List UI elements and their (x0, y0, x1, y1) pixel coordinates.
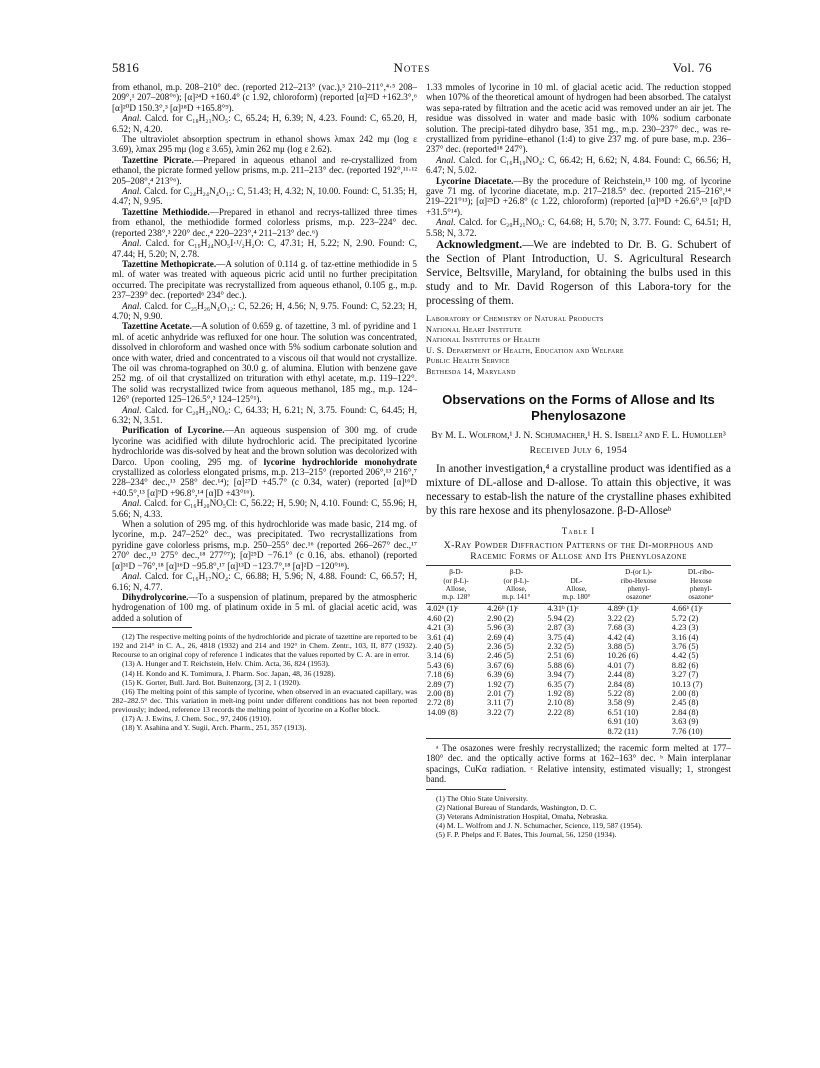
table-row (426, 604, 731, 614)
footnote: (15) K. Gorter, Bull. Jard. Bot. Buitenzorg, [3] 2, 1 (1920). (122, 677, 301, 687)
footnote: (4) M. L. Wolfrom and J. N. Schumacher, Science, 119, 587 (1954). (436, 820, 643, 830)
table-cell: 2.84 (8) (607, 679, 635, 689)
acknowledgment (426, 238, 731, 308)
table-cell: 4.23 (3) (671, 623, 699, 633)
anal-label: Anal. (122, 113, 142, 124)
anal-label: Anal. (122, 404, 142, 415)
table-row (426, 717, 731, 726)
table-cell: 2.00 (8) (427, 688, 454, 698)
table-cell: 6.91 (10) (607, 717, 639, 727)
column-header-text: DL- Allose, m.p. 180° (562, 576, 591, 602)
column-header-text: DL-ribo- Hexose phenyl- osazoneᵃ (687, 568, 714, 602)
table-cell: 2.46 (5) (487, 651, 514, 661)
table-row (426, 727, 731, 739)
paragraph: The ultraviolet absorption spectrum in ethanol shows λmax 242 mμ (log ε 3.69), λmax 295 mμ (log ε 3.65), λmin 262 mμ (log ε 2.62). (112, 134, 417, 155)
table-cell: 8.72 (11) (607, 727, 671, 739)
table-cell (426, 727, 486, 739)
compound-name: lycorine hydrochloride monohydrate (263, 456, 417, 467)
table-notes (426, 743, 731, 785)
table-cell: 1.92 (8) (547, 688, 574, 698)
table-cell: 5.88 (6) (547, 660, 574, 670)
column-header (607, 566, 671, 604)
table-row (426, 708, 731, 717)
table-cell: 2.45 (8) (671, 698, 699, 708)
paragraph: from ethanol, m.p. 208–210° dec. (reported 212–213° (vac.),³ 210–211°,⁴·⁵ 208–209°,¹ 207–208°⁶); [α]²⁴D +160.4° (c 1.92, chloroform) (reported [α]²²D +162.3°,⁶ [α]²⁰D 150.3°,³ [α]¹⁸D +165.8°⁹). (112, 82, 417, 113)
footnote-divider (112, 627, 192, 628)
author-line: By M. L. Wolfrom,¹ J. N. Schumacher,¹ H. S. Isbell² and F. L. Humoller³ (431, 429, 726, 441)
table-row (426, 698, 731, 707)
column-header-text: β-D- (or β-L)- Allose, m.p. 141° (502, 568, 531, 602)
table-cell: 2.32 (5) (547, 641, 574, 651)
table-cell: 2.84 (8) (671, 707, 699, 717)
table-note: ᵃ The osazones were freshly recrystallized; the racemic form melted at 177–180° dec. and the optically active forms at 162–163° dec. ᵇ Main interplanar spacings, CuKα radiation. ᶜ Relative intensity, estimated visually; 1, strongest band. (426, 742, 731, 785)
footnote: (18) Y. Asahina and Y. Sugii, Arch. Pharm., 251, 357 (1913). (122, 723, 307, 733)
column-header (546, 566, 606, 604)
acknowledgment-heading: Acknowledgment. (436, 239, 523, 252)
run-in-heading: Tazettine Acetate. (122, 321, 192, 332)
table-cell: 4.21 (3) (427, 623, 454, 633)
affiliation-line: Public Health Service (426, 356, 510, 366)
table-cell: 2.90 (2) (487, 613, 514, 623)
analysis-paragraph (112, 405, 417, 426)
analysis-paragraph (426, 217, 731, 238)
anal-label: Anal. (122, 300, 142, 311)
footnote: (16) The melting point of this sample of lycorine, when observed in an evacuated capillary, was 282–282.5° dec. This variation in melt-ing point under different conditions has not been reported previously; indeed, reference 13 records the melting point of lycorine on a Kofler block. (112, 686, 417, 714)
table-label: Table I (561, 526, 596, 537)
table-cell: 4.42 (5) (671, 651, 699, 661)
table-cell: 3.75 (4) (547, 632, 574, 642)
intro-text (426, 462, 731, 518)
table-cell: 2.44 (8) (607, 670, 635, 680)
table-row (426, 623, 731, 632)
anal-label: Anal. (436, 154, 456, 165)
analysis-text: Calcd. for C₂₄H₂₄N₄O₁₂: C, 51.43; H, 4.32; N, 10.00. Found: C, 51.35; H, 4.47; N, 9.95. (112, 186, 417, 207)
table-cell: 4.26ᵇ (1)ᶜ (487, 604, 519, 614)
table-cell: 5.96 (3) (487, 623, 514, 633)
table-cell: 3.27 (7) (671, 670, 699, 680)
table-cell: 2.40 (5) (427, 641, 454, 651)
run-in-heading: Tazettine Picrate. (122, 154, 194, 165)
table-cell: 4.60 (2) (427, 613, 454, 623)
table-row (426, 689, 731, 698)
footnote-divider (426, 789, 506, 790)
section-paragraph (112, 592, 417, 623)
footnote: (1) The Ohio State University. (436, 793, 528, 803)
right-column (426, 82, 731, 1042)
column-header (426, 566, 486, 604)
table-cell: 2.01 (7) (487, 688, 514, 698)
table-cell: 2.10 (8) (547, 698, 574, 708)
table-cell: 3.94 (7) (547, 670, 574, 680)
analysis-paragraph (426, 155, 731, 176)
table-cell: 7.68 (3) (607, 623, 635, 633)
column-header (486, 566, 546, 604)
analysis-text: Calcd. for C₁₆H₂₀NO₅Cl: C, 56.22; H, 5.90; N, 4.10. Found: C, 55.96; H, 5.66; N, 4.33. (112, 498, 417, 519)
table-cell: 3.58 (9) (607, 698, 635, 708)
table-row (426, 661, 731, 670)
table-cell: 3.22 (7) (487, 707, 514, 717)
table-cell: 4.02ᵇ (1)ᶜ (427, 604, 459, 614)
table-cell: 4.89ᵇ (1)ᶜ (607, 604, 639, 614)
table-header-row (426, 566, 731, 604)
paragraph-text: —An aqueous suspension of 300 mg. of crude lycorine was acidified with dilute hydrochloric acid. The precipitated lycorine hydrochloride was dis-solved by heat and the brown solution was decolorized with Darco. Upon cooling, 295 mg. of (112, 425, 417, 467)
footnote: (14) H. Kondo and K. Tomimura, J. Pharm. Soc. Japan, 48, 36 (1928). (122, 668, 336, 678)
footnote: (3) Veterans Administration Hospital, Omaha, Nebraska. (436, 811, 608, 821)
volume-label: Vol. 76 (672, 60, 712, 75)
table-cell: 3.63 (9) (671, 717, 699, 727)
footnote: (5) F. P. Phelps and F. Bates, This Journal, 56, 1250 (1934). (436, 829, 617, 839)
analysis-text: Calcd. for C₁₉H₂₄NO₅I·¹/₂H₂O: C, 47.31; H, 5.22; N, 2.90. Found: C, 47.44; H, 5.20; N, 2.78. (112, 238, 417, 259)
footnote: (2) National Bureau of Standards, Washington, D. C. (436, 802, 597, 812)
paragraph-text: —A solution of 0.114 g. of taz-ettine methiodide in 5 ml. of water was treated with aqueous picric acid until no further precipitation occurred. The precipitate was recrystallized from aqueous ethanol, 0.105 g., m.p. 237–239° dec. (reported⁶ 234° dec.). (112, 258, 417, 301)
affiliation-line: National Heart Institute (426, 324, 522, 334)
analysis-text: Calcd. for C₁₆H₁₇NO₄: C, 66.88; H, 5.96; N, 4.88. Found: C, 66.57; H, 6.16; N, 4.77. (112, 571, 417, 592)
table-cell (426, 717, 486, 726)
anal-label: Anal. (436, 217, 456, 228)
table-cell: 6.35 (7) (547, 679, 574, 689)
table-cell: 7.76 (10) (671, 727, 731, 739)
table-cell: 2.87 (3) (547, 623, 574, 633)
paragraph-text: —Prepared in aqueous ethanol and re-crystallized from ethanol, the picrate formed yellow prisms, m.p. 211–213° dec. (reported 192°,¹¹·¹² 205–208°,⁴ 213°⁶). (112, 154, 417, 186)
table-cell: 5.43 (6) (427, 660, 454, 670)
paragraph-text: —To a suspension of platinum, prepared by the atmospheric hydrogenation of 100 mg. of platinum oxide in 5 ml. of glacial acetic acid, was added a solution of (112, 591, 417, 623)
table-row (426, 670, 731, 679)
paragraph-text: —Prepared in ethanol and recrys-tallized three times from ethanol, the methiodide formed colorless prisms, m.p. 223–224° dec. (reported 238°,³ 220° dec.,⁴ 220–223°,⁴ 211–213° dec.⁶) (112, 206, 417, 238)
section-paragraph (112, 425, 417, 498)
section-paragraph (112, 259, 417, 301)
run-in-heading: Dihydrolycorine. (122, 591, 189, 602)
analysis-text: Calcd. for C₂₀H₂₁NO₆: C, 64.68; H, 5.70; N, 3.77. Found: C, 64.51; H, 5.58; N, 3.72. (426, 217, 731, 238)
left-column (112, 82, 417, 1042)
affiliation-line: National Institutes of Health (426, 335, 541, 345)
analysis-text: Calcd. for C₂₅H₂₆N₄O₁₂: C, 52.26; H, 4.56; N, 9.75. Found: C, 52.23; H, 4.70; N, 9.90. (112, 300, 417, 321)
anal-label: Anal. (122, 238, 142, 249)
intro-paragraph: In another investigation,⁴ a crystalline product was identified as a mixture of DL-allose and D-allose. To attain this objective, it was necessary to estab-lish the nature of the crystalline phases exhibited by this rare hexose and its phenylosazone. β-D-Alloseᵇ (426, 463, 731, 518)
table-cell: 10.26 (6) (607, 651, 639, 661)
acknowledgment-text: —We are indebted to Dr. B. G. Schubert of the Section of Plant Introduction, U. S. Agricultural Research Service, Beltsville, Maryland, for obtaining the bulbs used in this study and to Mr. David Rogerson of this Labora-tory for the processing of them. (426, 239, 731, 308)
table-cell (486, 717, 546, 726)
table-row (426, 651, 731, 660)
anal-label: Anal. (122, 498, 142, 509)
received-date: Received July 6, 1954 (529, 444, 628, 456)
affiliation-block (426, 314, 731, 378)
table-cell (546, 727, 606, 739)
paragraph-text: crystallized as colorless elongated prisms, m.p. 213–215° (reported 206°,¹³ 216°,⁷ 228–234° dec.,¹³ 258° dec.¹⁴); [α]²⁷D +45.7° (c 0.34, water) (reported [α]¹⁶D +40.5°,¹³ [α]⁹D +96.8°,¹⁴ [α]D +43°¹⁶). (112, 467, 417, 498)
table-cell: 5.94 (2) (547, 613, 574, 623)
table-cell: 3.67 (6) (487, 660, 514, 670)
section-title: Notes (393, 60, 431, 75)
table-cell: 3.22 (2) (607, 613, 635, 623)
table-row (426, 642, 731, 651)
paragraph-text: —By the procedure of Reichstein,¹³ 100 mg. of lycorine gave 71 mg. of lycorine diacetate, m.p. 217–218.5° dec. (reported 215–216°,¹⁴ 219–221°¹³); [α]²⁵D +26.8° (c 1.22, chloroform) (reported [α]¹⁸D +26.6°,¹³ [α]⁹D +31.5°¹⁴). (426, 175, 731, 217)
table-row (426, 614, 731, 623)
table-cell: 2.22 (8) (547, 707, 574, 717)
table-cell: 3.61 (4) (427, 632, 454, 642)
table-cell: 6.51 (10) (607, 707, 639, 717)
table-cell: 10.13 (7) (671, 679, 703, 689)
table-cell: 6.39 (6) (487, 670, 514, 680)
section-paragraph (112, 155, 417, 186)
analysis-paragraph (112, 498, 417, 519)
table-cell: 8.82 (6) (671, 660, 699, 670)
affiliation-line: Bethesda 14, Maryland (426, 367, 516, 377)
analysis-paragraph (112, 113, 417, 134)
table-cell: 2.00 (8) (671, 688, 699, 698)
table-row (426, 633, 731, 642)
table-cell: 2.89 (7) (427, 679, 454, 689)
xray-table (426, 565, 731, 739)
paragraph-text: —A solution of 0.659 g. of tazettine, 3 ml. of pyridine and 1 ml. of acetic anhydride was refluxed for one hour. The solution was concentrated, dissolved in chloroform and washed once with 5% sodium carbonate solution and once with water, dried and concentrated to a viscous oil that would not crystallize. The oil was chroma-tographed on 30.0 g. of alumina. Elution with benzene gave 252 mg. of oil that crystallized on trituration with ethyl acetate, m.p. 119–122°. The solid was recrystallized twice from aqueous methanol, 185 mg., m.p. 124–126° (reported 125–126.5°,³ 124–125°¹). (112, 321, 417, 405)
table-cell: 2.36 (5) (487, 641, 514, 651)
table-cell (546, 717, 606, 726)
table-cell: 7.18 (6) (427, 670, 454, 680)
running-header (112, 60, 712, 78)
analysis-text: Calcd. for C₂₀H₂₃NO₆: C, 64.33; H, 6.21; N, 3.75. Found: C, 64.45; H, 6.32; N, 3.51. (112, 404, 417, 425)
column-header (671, 566, 731, 604)
table-cell: 2.51 (6) (547, 651, 574, 661)
table-cell: 3.76 (5) (671, 641, 699, 651)
page-number: 5816 (112, 60, 140, 75)
table-cell: 4.31ᵇ (1)ᶜ (547, 604, 579, 614)
table-cell (486, 727, 546, 739)
analysis-paragraph (112, 186, 417, 207)
footnote: (12) The respective melting points of the hydrochloride and picrate of tazettine are reported to be 192 and 214° in C. A., 26, 4818 (1932) and 214 and 192° in Chem. Zentr., 103, II, 877 (1932). Recourse to an original copy of reference 1 indicates that the values reported by C. A. are in error. (112, 632, 417, 660)
run-in-heading: Tazettine Methopicrate. (122, 258, 217, 269)
analysis-paragraph (112, 301, 417, 322)
table-cell: 5.72 (2) (671, 613, 699, 623)
table-cell: 3.11 (7) (487, 698, 514, 708)
table-cell: 5.22 (8) (607, 688, 635, 698)
run-in-heading: Tazettine Methiodide. (122, 206, 210, 217)
section-paragraph (426, 176, 731, 218)
footnote: (13) A. Hunger and T. Reichstein, Helv. Chim. Acta, 36, 824 (1953). (122, 659, 330, 669)
section-paragraph (112, 207, 417, 238)
table-cell: 4.01 (7) (607, 660, 635, 670)
table-cell: 4.66ᵇ (1)ᶜ (671, 604, 704, 614)
section-paragraph (112, 321, 417, 404)
table-row (426, 680, 731, 689)
analysis-text: Calcd. for C₁₈H₂₁NO₅: C, 65.24; H, 6.39; N, 4.23. Found: C, 65.20, H, 6.52; N, 4.20. (112, 113, 417, 134)
affiliation-line: Laboratory of Chemistry of Natural Products (426, 314, 604, 324)
footnote: (17) A. J. Ewins, J. Chem. Soc., 97, 2406 (1910). (122, 713, 272, 723)
analysis-text: Calcd. for C₁₆H₁₉NO₄: C, 66.42; H, 6.62; N, 4.84. Found: C, 66.56; H, 6.47; N, 5.02. (426, 154, 731, 176)
anal-label: Anal. (122, 186, 142, 197)
column-header-text: β-D- (or β-L)- Allose, m.p. 128° (441, 568, 471, 602)
analysis-paragraph (112, 238, 417, 259)
paragraph: 1.33 mmoles of lycorine in 10 ml. of glacial acetic acid. The reduction stopped when 107% of the theoretical amount of hydrogen had been absorbed. The catalyst was sepa-rated by filtration and the acetic acid was removed under an air jet. The residue was dissolved in water and made basic with 10% sodium carbonate solution. The precipi-tated dihydro base, 351 mg., m.p. 230–237° dec., was re-crystallized from pyridine–ethanol (1:4) to give 237 mg. of pure base, m.p. 236–237° dec. (reported¹⁸ 247°). (426, 82, 731, 155)
table-cell: 1.92 (7) (487, 679, 514, 689)
table-cell: 2.69 (4) (487, 632, 514, 642)
table-cell: 4.42 (4) (607, 632, 635, 642)
table-cell: 3.14 (6) (427, 651, 454, 661)
table-caption: X-Ray Powder Diffraction Patterns of the Di-morphous and Racemic Forms of Allose and Its Phenylosazone (443, 540, 714, 563)
table-cell: 3.16 (4) (671, 632, 699, 642)
table-cell: 3.88 (5) (607, 641, 635, 651)
article-title: Observations on the Forms of Allose and Its Phenylosazone (442, 391, 715, 423)
run-in-heading: Purification of Lycorine. (122, 425, 225, 436)
table-cell: 2.72 (8) (427, 698, 454, 708)
paragraph: When a solution of 295 mg. of this hydrochloride was made basic, 214 mg. of lycorine, m.p. 247–252° dec., was precipitated. Two recrystallizations from pyridine gave colorless prisms, m.p. 250–255° dec.¹⁶ (reported 266–267° dec.,¹⁷ 270° dec.,¹³ 275° dec.,¹⁸ 277°⁷); [α]²⁵D −76.1° (c 0.16, abs. ethanol) (reported [α]³¹D −76°,¹⁸ [α]¹⁶D −95.8°,¹⁷ [α]¹³D −123.7°,¹⁸ [α]²D −120°¹⁸). (112, 519, 417, 571)
run-in-heading: Lycorine Diacetate. (436, 175, 514, 186)
analysis-paragraph (112, 571, 417, 592)
table-cell: 14.09 (8) (427, 707, 458, 717)
affiliation-line: U. S. Department of Health, Education and Welfare (426, 345, 624, 355)
column-header-text: D-(or L)- ribo-Hexose phenyl- osazoneᵃ (620, 568, 657, 602)
anal-label: Anal. (122, 571, 142, 582)
